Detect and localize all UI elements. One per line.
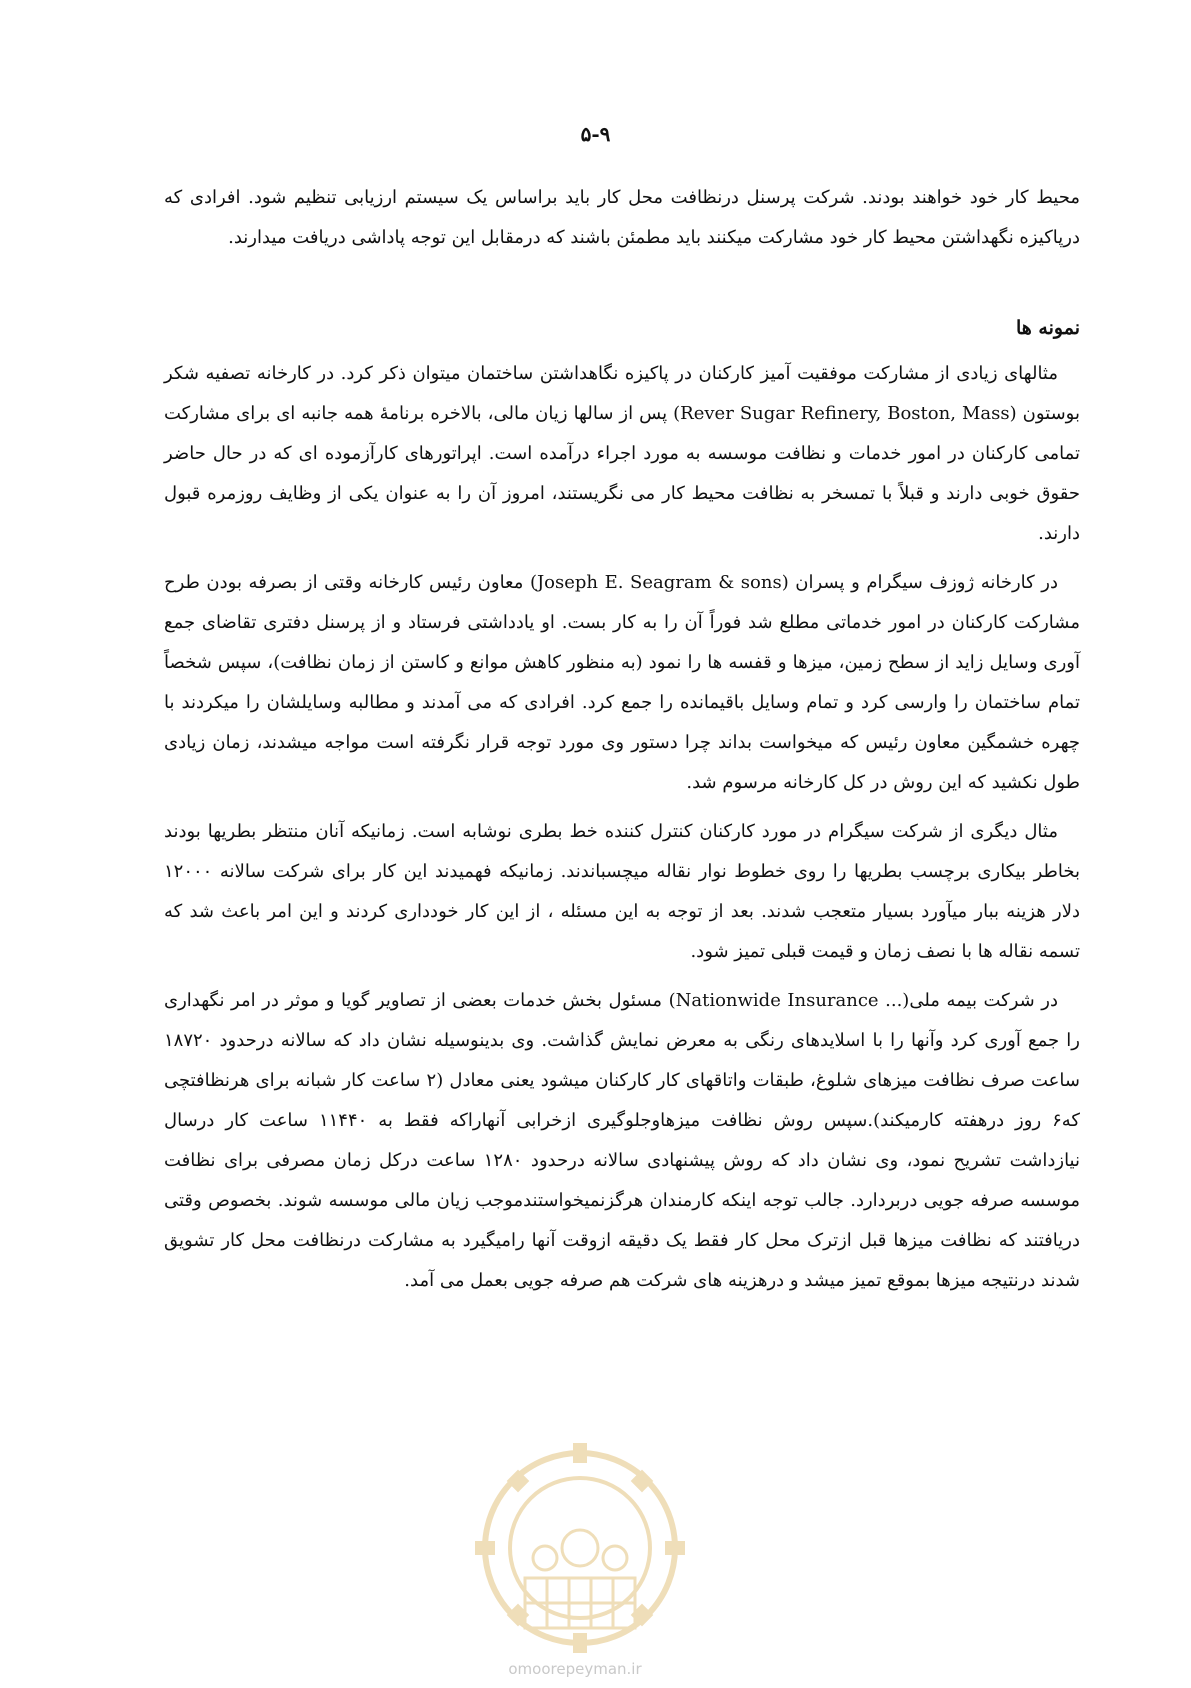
- intro-paragraph: محیط کار خود خواهند بودند. شرکت پرسنل درنظافت محل کار باید براساس یک سیستم ارزیابی تنظیم شود. افرادی که درپاکیزه نگهداشتن محیط کار خود مشارکت میکنند باید مطمئن باشند که درمقابل این توجه پاداشی دریافت میدارند.: [164, 187, 1080, 248]
- section-heading: نمونه ها: [1016, 317, 1080, 339]
- page-number: ۵-۹: [580, 122, 611, 146]
- paragraph-insurance: در شرکت بیمه ملی(... Nationwide Insurance) مسئول بخش خدمات بعضی از تصاویر گویا و موثر در امر نگهداری را جمع آوری کرد وآنها را با اسلایدهای رنگی به معرض نمایش گذاشت. وی بدینوسیله نشان داد که سالانه درحدود ۱۸۷۲۰ ساعت صرف نظافت میزهای شلوغ، طبقات واتاقهای کار کارکنان میشود یعنی معادل (۲ ساعت کار شبانه برای هرنظافتچی که۶ روز درهفته کارمیکند).سپس روش نظافت میزهاوجلوگیری ازخرابی آنهاراکه فقط به ۱۱۴۴۰ ساعت کار درسال نیازداشت تشریح نمود، وی نشان داد که روش پیشنهادی سالانه درحدود ۱۲۸۰ ساعت درکل زمان مصرفی برای نظافت موسسه صرفه جویی دربردارد. جالب توجه اینکه کارمندان هرگزنمیخواستندموجب زیان مالی موسسه شوند. بخصوص وقتی دریافتند که نظافت میزها قبل ازترک محل کار فقط یک دقیقه ازوقت آنها رامیگیرد به مشارکت درنظافت محل کار تشویق شدند درنتیجه میزها بموقع تمیز میشد و درهزینه های شرکت هم صرفه جویی بعمل می آمد.: [164, 990, 1080, 1291]
- paragraph-refinery: مثالهای زیادی از مشارکت موفقیت آمیز کارکنان در پاکیزه نگاهداشتن ساختمان میتوان ذکر کرد. در کارخانه تصفیه شکر بوستون (Rever Sugar Refinery, Boston, Mass) پس از سالها زیان مالی، بالاخره برنامهٔ همه جانبه ای برای مشارکت تمامی کارکنان در امور خدمات و نظافت موسسه به مورد اجراء درآمده است. اپراتورهای کارآزموده ای که در حال حاضر حقوق خوبی دارند و قبلاً با تمسخر به نظافت محیط کار می نگریستند، امروز آن را به عنوان یکی از وظایف روزمره قبول دارند.: [164, 363, 1080, 544]
- watermark-url: omoorepeyman.ir: [508, 1660, 642, 1678]
- paragraph-bottle-line: مثال دیگری از شرکت سیگرام در مورد کارکنان کنترل کننده خط بطری نوشابه است. زمانیکه آنان منتظر بطریها بودند بخاطر بیکاری برچسب بطریها را روی خطوط نوار نقاله میچسباندند. زمانیکه فهمیدند این کار برای شرکت سالانه ۱۲۰۰۰ دلار هزینه ببار میآورد بسیار متعجب شدند. بعد از توجه به این مسئله ، از این کار خودداری کردند و این امر باعث شد که تسمه نقاله ها با نصف زمان و قیمت قبلی تمیز شود.: [164, 821, 1080, 962]
- paragraph-seagram: در کارخانه ژوزف سیگرام و پسران (Joseph E. Seagram & sons) معاون رئیس کارخانه وقتی از بصرفه بودن طرح مشارکت کارکنان در امور خدماتی مطلع شد فوراً آن را به کار بست. او یادداشتی فرستاد و از پرسنل دفتری تقاضای جمع آوری وسایل زاید از سطح زمین، میزها و قفسه ها را نمود (به منظور کاهش موانع و کاستن از زمان نظافت)، سپس شخصاً تمام ساختمان را وارسی کرد و تمام وسایل باقیمانده را جمع کرد. افرادی که می آمدند و مطالبه وسایلشان را میکردند با چهره خشمگین معاون رئیس که میخواست بداند چرا دستور وی مورد توجه قرار نگرفته است مواجه میشدند، زمان زیادی طول نکشید که این روش در کل کارخانه مرسوم شد.: [164, 572, 1080, 793]
- watermark-logo: [455, 1428, 705, 1688]
- document-body: [164, 178, 1080, 1310]
